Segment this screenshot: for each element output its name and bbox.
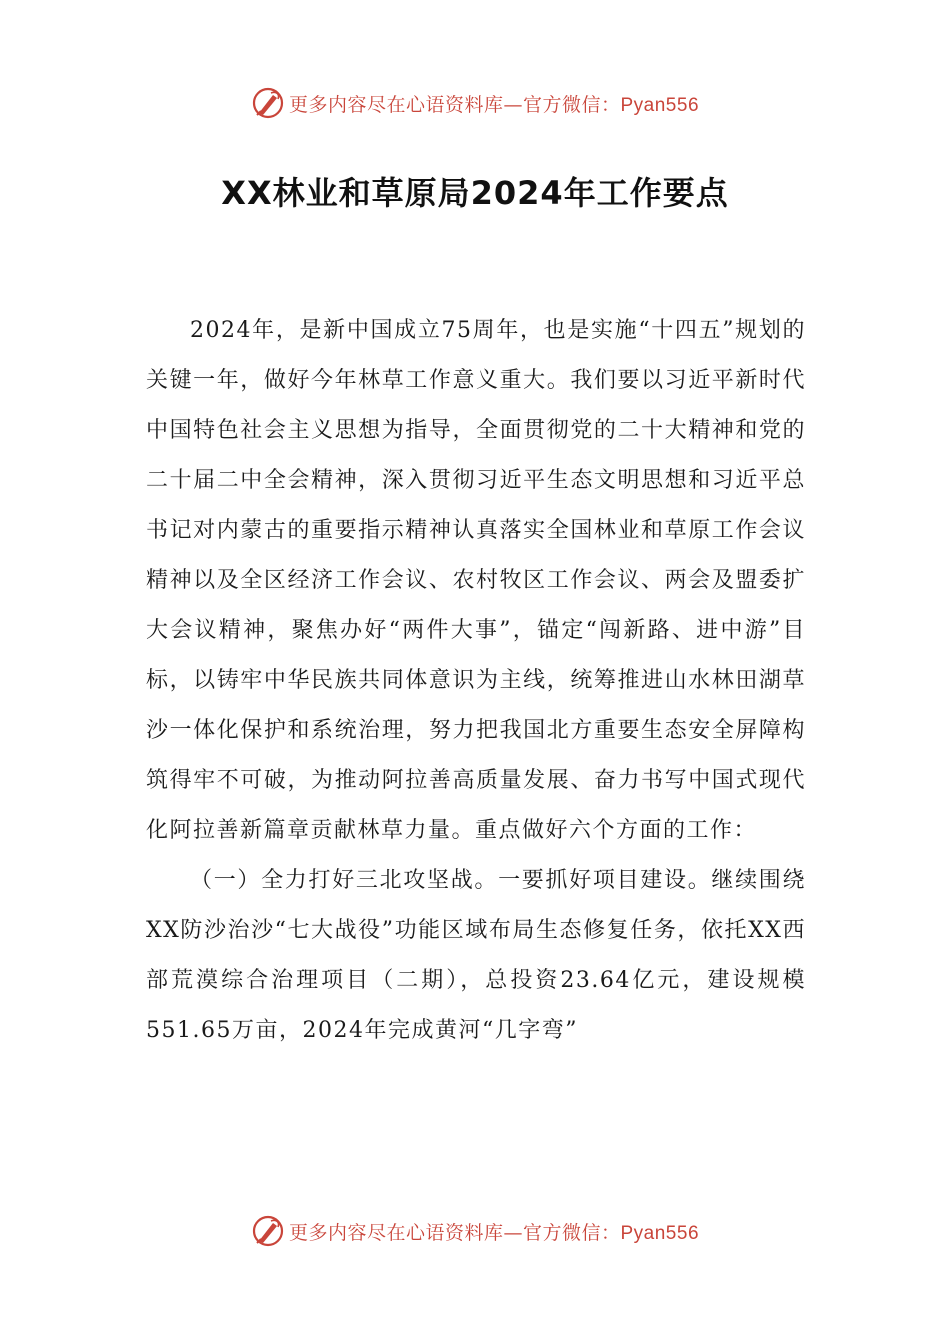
quill-pen-logo-icon [251, 1214, 285, 1248]
header-watermark-label: 更多内容尽在心语资料库—官方微信： [288, 93, 621, 116]
footer-watermark-banner [0, 1211, 950, 1251]
paragraph-section-1: （一）全力打好三北攻坚战。一要抓好项目建设。继续围绕XX防沙治沙“七大战役”功能区域布局生态修复任务，依托XX西部荒漠综合治理项目（二期），总投资23.64亿元，建设规模551.65万亩，2024年完成黄河“几字弯” [146, 868, 806, 1043]
footer-watermark-label: 更多内容尽在心语资料库—官方微信： [288, 1221, 621, 1244]
header-watermark-banner [0, 83, 950, 123]
document-title: XX林业和草原局2024年工作要点 [221, 174, 729, 212]
header-watermark-text [289, 90, 699, 117]
footer-wechat-id: Pyan556 [620, 1222, 700, 1244]
document-body [146, 306, 806, 1056]
footer-watermark-text [289, 1218, 699, 1245]
quill-pen-logo-icon [251, 86, 285, 120]
paragraph-intro: 2024年，是新中国成立75周年，也是实施“十四五”规划的关键一年，做好今年林草工作意义重大。我们要以习近平新时代中国特色社会主义思想为指导，全面贯彻党的二十大精神和党的二十届二中全会精神，深入贯彻习近平生态文明思想和习近平总书记对内蒙古的重要指示精神认真落实全国林业和草原工作会议精神以及全区经济工作会议、农村牧区工作会议、两会及盟委扩大会议精神，聚焦办好“两件大事”，锚定“闯新路、进中游”目标，以铸牢中华民族共同体意识为主线，统筹推进山水林田湖草沙一体化保护和系统治理，努力把我国北方重要生态安全屏障构筑得牢不可破，为推动阿拉善高质量发展、奋力书写中国式现代化阿拉善新篇章贡献林草力量。重点做好六个方面的工作： [146, 318, 806, 843]
header-wechat-id: Pyan556 [620, 94, 700, 116]
